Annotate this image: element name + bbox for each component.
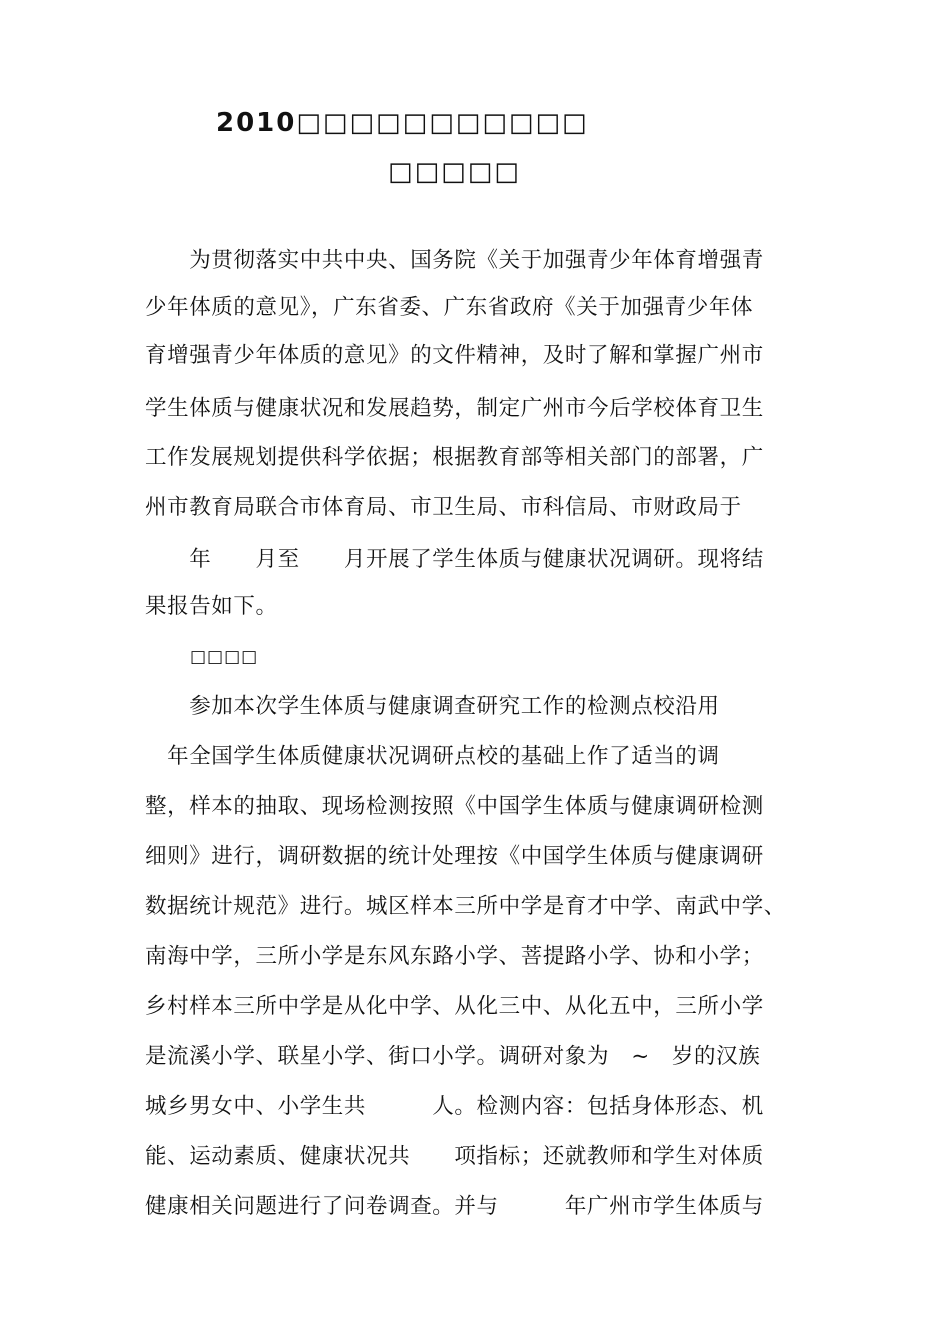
paragraph-line: 育增强青少年体质的意见》的文件精神，及时了解和掌握广州市 bbox=[145, 343, 764, 368]
paragraph-line: 能、运动素质、健康状况共 项指标；还就教师和学生对体质 bbox=[145, 1144, 764, 1169]
paragraph-line: 南海中学，三所小学是东风东路小学、菩提路小学、协和小学； bbox=[145, 944, 764, 969]
title-line-1: 2010□□□□□□□□□□□ bbox=[216, 108, 589, 138]
paragraph-line: 工作发展规划提供科学依据；根据教育部等相关部门的部署，广 bbox=[145, 445, 764, 470]
paragraph-line: 年 月至 月开展了学生体质与健康状况调研。现将结 bbox=[145, 547, 764, 572]
paragraph-line: 健康相关问题进行了问卷调查。并与 年广州市学生体质与 bbox=[145, 1194, 764, 1219]
paragraph-line: 少年体质的意见》，广东省委、广东省政府《关于加强青少年体 bbox=[145, 295, 754, 320]
paragraph-line: 乡村样本三所中学是从化中学、从化三中、从化五中，三所小学 bbox=[145, 994, 764, 1019]
paragraph-line: 城乡男女中、小学生共 人。检测内容：包括身体形态、机 bbox=[145, 1094, 764, 1119]
paragraph-line: 为贯彻落实中共中央、国务院《关于加强青少年体育增强青 bbox=[145, 248, 764, 273]
paragraph-line: 参加本次学生体质与健康调查研究工作的检测点校沿用 bbox=[145, 694, 720, 719]
paragraph-line: 果报告如下。 bbox=[145, 594, 278, 619]
paragraph-line: 细则》进行，调研数据的统计处理按《中国学生体质与健康调研 bbox=[145, 844, 764, 869]
paragraph-line: 年全国学生体质健康状况调研点校的基础上作了适当的调 bbox=[145, 744, 720, 769]
paragraph-line: 整，样本的抽取、现场检测按照《中国学生体质与健康调研检测 bbox=[145, 794, 764, 819]
paragraph-line: 州市教育局联合市体育局、市卫生局、市科信局、市财政局于 bbox=[145, 495, 742, 520]
section-heading: □□□□ bbox=[190, 647, 259, 667]
paragraph-line: 学生体质与健康状况和发展趋势，制定广州市今后学校体育卫生 bbox=[145, 396, 764, 421]
paragraph-line: 数据统计规范》进行。城区样本三所中学是育才中学、南武中学、 bbox=[145, 894, 786, 919]
paragraph-line: 是流溪小学、联星小学、街口小学。调研对象为 ~ 岁的汉族 bbox=[145, 1044, 761, 1069]
title-line-2: □□□□□ bbox=[388, 157, 521, 187]
